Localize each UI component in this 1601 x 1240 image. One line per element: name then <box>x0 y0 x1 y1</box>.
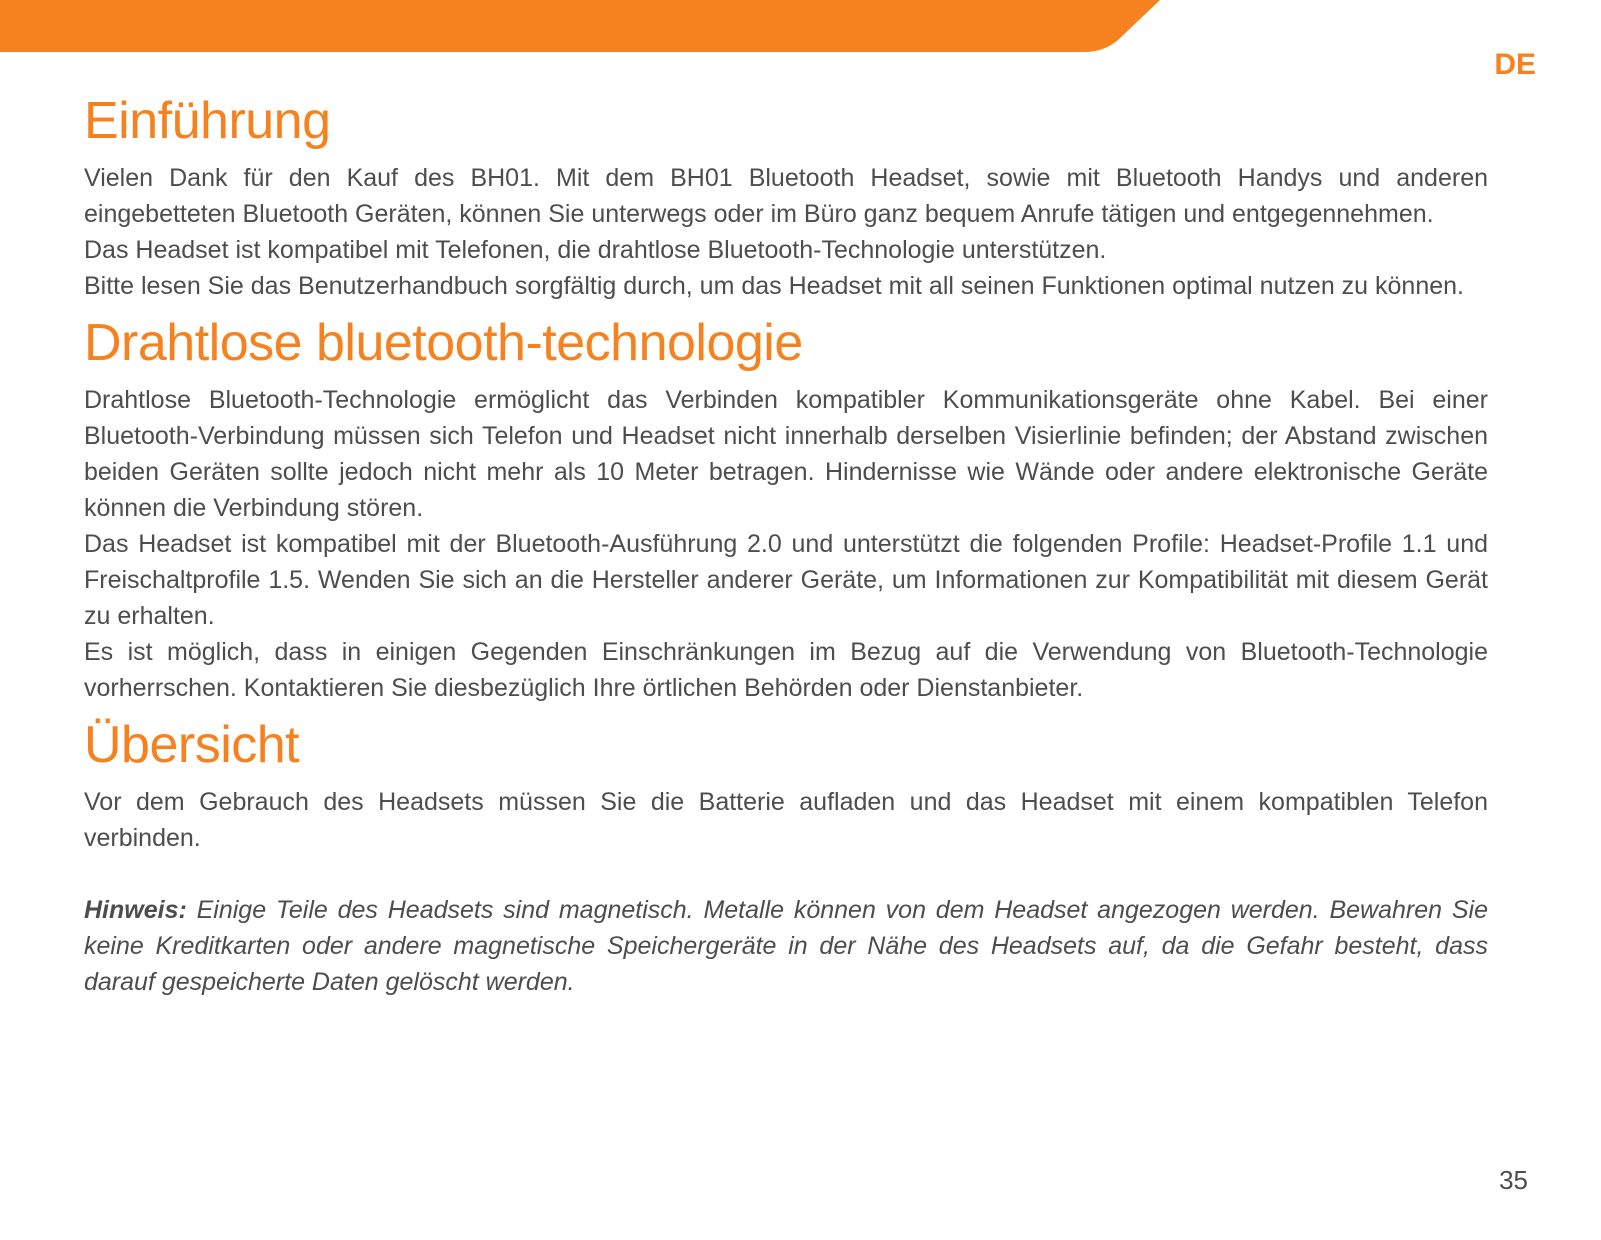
section-heading-wireless: Drahtlose bluetooth-technologie <box>84 314 803 372</box>
spacer <box>84 856 1488 892</box>
paragraph-overview-1: Vor dem Gebrauch des Headsets müssen Sie die Batterie aufladen und das Headset mit einem kompatiblen Telefon verbinden. <box>84 788 1488 852</box>
header-accent-bar <box>0 0 1601 56</box>
note-label: Hinweis: <box>84 896 187 924</box>
section-heading-introduction: Einführung <box>84 92 331 150</box>
section-introduction <box>84 82 1488 304</box>
section-wireless-technology <box>84 304 1488 706</box>
section-overview <box>84 706 1488 856</box>
note-paragraph <box>84 892 1488 1000</box>
language-code: DE <box>1494 48 1536 81</box>
paragraph-intro-1: Vielen Dank für den Kauf des BH01. Mit dem BH01 Bluetooth Headset, sowie mit Bluetooth Handys und anderen eingebetteten Bluetooth Geräten, können Sie unterwegs oder im Büro ganz bequem Anrufe tätigen und entgegennehmen. <box>84 164 1488 228</box>
page-number: 35 <box>1499 1165 1528 1195</box>
page-content <box>84 82 1488 1000</box>
paragraph-intro-2: Das Headset ist kompatibel mit Telefonen, die drahtlose Bluetooth-Technologie unterstützen. <box>84 236 1107 264</box>
paragraph-wireless-2: Das Headset ist kompatibel mit der Bluetooth-Ausführung 2.0 und unterstützt die folgenden Profile: Headset-Profile 1.1 und Freischaltprofile 1.5. Wenden Sie sich an die Hersteller anderer Geräte, um Informationen zur Kompatibilität mit diesem Gerät zu erhalten. <box>84 530 1488 630</box>
note-text: Einige Teile des Headsets sind magnetisch. Metalle können von dem Headset angezogen werden. Bewahren Sie keine Kreditkarten oder andere magnetische Speichergeräte in der Nähe des Headsets auf, da die Gefahr besteht, dass darauf gespeicherte Daten gelöscht werden. <box>84 896 1488 996</box>
header-accent-shape <box>0 0 1160 52</box>
paragraph-wireless-1: Drahtlose Bluetooth-Technologie ermöglicht das Verbinden kompatibler Kommunikationsgeräte ohne Kabel. Bei einer Bluetooth-Verbindung müssen sich Telefon und Headset nicht innerhalb derselben Visierlinie befinden; der Abstand zwischen beiden Geräten sollte jedoch nicht mehr als 10 Meter betragen. Hindernisse wie Wände oder andere elektronische Geräte können die Verbindung stören. <box>84 386 1488 522</box>
section-heading-overview: Übersicht <box>84 716 300 774</box>
paragraph-intro-3: Bitte lesen Sie das Benutzerhandbuch sorgfältig durch, um das Headset mit all seinen Funktionen optimal nutzen zu können. <box>84 272 1464 300</box>
paragraph-wireless-3: Es ist möglich, dass in einigen Gegenden Einschränkungen im Bezug auf die Verwendung von Bluetooth-Technologie vorherrschen. Kontaktieren Sie diesbezüglich Ihre örtlichen Behörden oder Dienstanbieter. <box>84 638 1488 702</box>
